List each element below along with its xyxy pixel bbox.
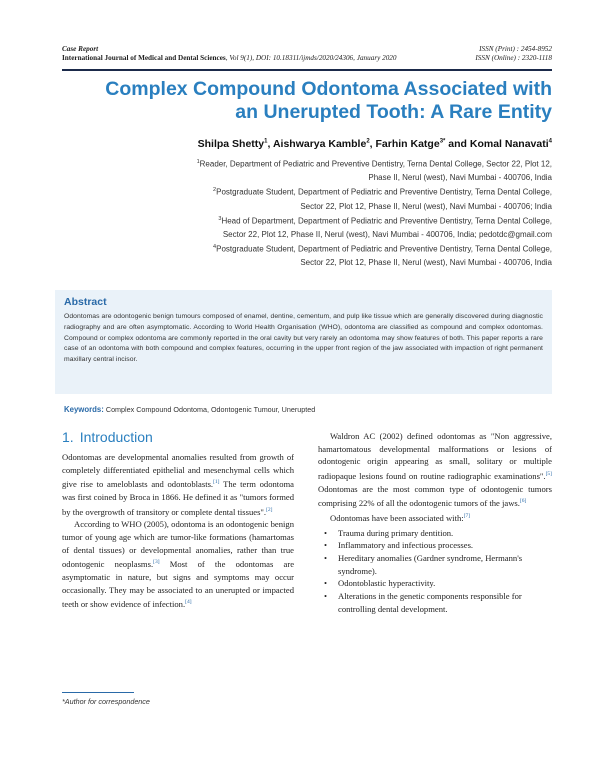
list-item: • Alterations in the genetic components responsible for controlling dental development. (318, 590, 552, 615)
text-run: According to WHO (2005), odontoma is an odontogenic benign tumor of young age which are tumor-like formations (hamartomas of dental tissues) or developmental anomalies, rather than true odontogenic neoplasms. (62, 519, 294, 570)
paragraph (318, 430, 552, 510)
footnote: *Author for correspondence (62, 697, 150, 706)
affiliation-line: Head of Department, Department of Pediatric and Preventive Dentistry, Terna Dental College, (221, 216, 552, 226)
author-sep: , (369, 138, 376, 150)
article-title (62, 78, 552, 124)
section-title: Introduction (79, 429, 153, 445)
affiliation (100, 213, 552, 241)
list-item: • Inflammatory and infectious processes. (318, 539, 552, 552)
header-left (62, 45, 422, 63)
section-heading (62, 428, 294, 446)
reference-link[interactable]: [6] (519, 498, 527, 505)
issn-print: ISSN (Print) : 2454-8952 (479, 45, 552, 53)
author-name: Shilpa Shetty (197, 138, 265, 150)
section-number: 1. (62, 429, 74, 445)
issn-online: ISSN (Online) : 2320-1118 (475, 54, 552, 62)
affiliations (100, 156, 552, 270)
reference-link[interactable]: [1] (213, 479, 220, 486)
author-sup: 2 (366, 138, 370, 145)
text-run: Odontomas have been associated with: (330, 512, 464, 523)
footnote-rule (62, 692, 134, 693)
affiliation (100, 184, 552, 212)
reference-link[interactable]: [7] (463, 512, 471, 519)
affiliation-line: Sector 22, Plot 12, Phase II, Nerul (west), Navi Mumbai - 400706, India; pedotdc@gmail.com (222, 230, 552, 239)
paragraph (62, 518, 294, 611)
list-item: • Trauma during primary dentition. (318, 527, 552, 540)
text-run: Most of the odontomas are asymptomatic in nature, but signs and symptoms may occur occasionally. They may be associated to an unerupted or impacted teeth or show evidence of infection. (62, 559, 295, 610)
author-sep: , (267, 138, 273, 150)
title-line-1: Complex Compound Odontoma Associated with (105, 78, 552, 100)
keywords-text: Complex Compound Odontoma, Odontogenic Tumour, Unerupted (103, 405, 316, 414)
author-name: Farhin Katge (375, 138, 440, 150)
author-sup: 1 (264, 138, 268, 145)
text-run: Waldron AC (2002) defined odontomas as "Non aggressive, hamartomatous developmental malformations or lesions of odontogenic origin appearing as small, solitary or multiple radiopaque lesions found on routine radiographic examinations". (318, 431, 552, 481)
affiliation-line: Reader, Department of Pediatric and Preventive Dentistry, Terna Dental College, Sector 22, Plot 12, (199, 159, 552, 169)
affiliation-line: Sector 22, Plot 12, Phase II, Nerul (west), Navi Mumbai - 400706, India (300, 258, 552, 268)
paragraph (62, 451, 294, 518)
author-name: Aishwarya Kamble (272, 138, 367, 150)
affiliation-sup: 4 (213, 244, 217, 251)
affiliation-sup: 3 (218, 215, 222, 222)
author-sup: 4 (548, 138, 552, 145)
journal-citation (62, 54, 422, 63)
column-right (318, 430, 552, 615)
header-right (432, 45, 552, 63)
journal-name: International Journal of Medical and Dental Sciences (62, 54, 226, 62)
affiliation-sup: 2 (213, 187, 217, 194)
column-left (62, 428, 294, 611)
affiliation-line: Postgraduate Student, Department of Pediatric and Preventive Dentistry, Terna Dental College, (216, 245, 552, 255)
paragraph (318, 510, 552, 525)
title-line-2: an Unerupted Tooth: A Rare Entity (235, 101, 552, 123)
reference-link[interactable]: [5] (545, 471, 552, 478)
keywords-label: Keywords: (64, 405, 104, 414)
text-run: The term odontoma was first coined by Broca in 1866. He defined it as "tumors formed by the overgrowth of transitory or complete dental tissues". (62, 479, 294, 517)
citation-details: , Vol 9(1), DOI: 10.18311/ijmds/2020/24306, January 2020 (225, 54, 397, 62)
list-item: • Odontoblastic hyperactivity. (318, 577, 552, 590)
reference-link[interactable]: [4] (185, 599, 192, 606)
reference-link[interactable]: [3] (153, 559, 160, 566)
abstract-box (55, 290, 552, 394)
author-sup: 3* (439, 138, 446, 145)
affiliation (100, 241, 552, 269)
keywords (64, 405, 552, 414)
affiliation-line: Sector 22, Plot 12, Phase II, Nerul (west), Navi Mumbai - 400706; India (300, 201, 552, 211)
bullet-list (318, 527, 552, 616)
author-sep: and (445, 138, 470, 150)
author-list (62, 138, 552, 150)
text-run: Odontomas are the most common type of odontogenic tumors comprising 22% of all the odontogenic tumors of the jaws. (318, 483, 552, 509)
article-type: Case Report (62, 45, 99, 53)
affiliation-line: Postgraduate Student, Department of Pediatric and Preventive Dentistry, Terna Dental College, (216, 188, 552, 198)
abstract-heading: Abstract (64, 296, 107, 308)
affiliation-line: Phase II, Nerul (west), Navi Mumbai - 400706, India (368, 173, 552, 183)
text-run: Odontomas are developmental anomalies resulted from growth of completely differentiated epithelial and mesenchymal cells which give rise to ameloblasts and odontoblasts. (62, 452, 294, 490)
reference-link[interactable]: [2] (266, 506, 273, 513)
header-rule (62, 69, 552, 71)
author-name: Komal Nanavati (469, 138, 549, 150)
affiliation-sup: 1 (196, 159, 200, 165)
abstract-text: Odontomas are odontogenic benign tumours composed of enamel, dentine, cementum, and pulp like tissue which are generally discovered during diagnostic radiography and are often asymptomatic. According to World Health Organisation (WHO), odontoma are classified as compound and complex odontomas. Compound or complex odontoma are commonly reported in the oral cavity but very rarely an odontoma may show features of both. This paper reports a rare case of an odontoma with both compound and complex features, occurring in the upper front region of the jaw associated with impaction of right permanent maxillary central incisor. (64, 313, 543, 364)
affiliation (100, 156, 552, 184)
list-item: • Hereditary anomalies (Gardner syndrome, Hermann's syndrome). (318, 552, 552, 577)
